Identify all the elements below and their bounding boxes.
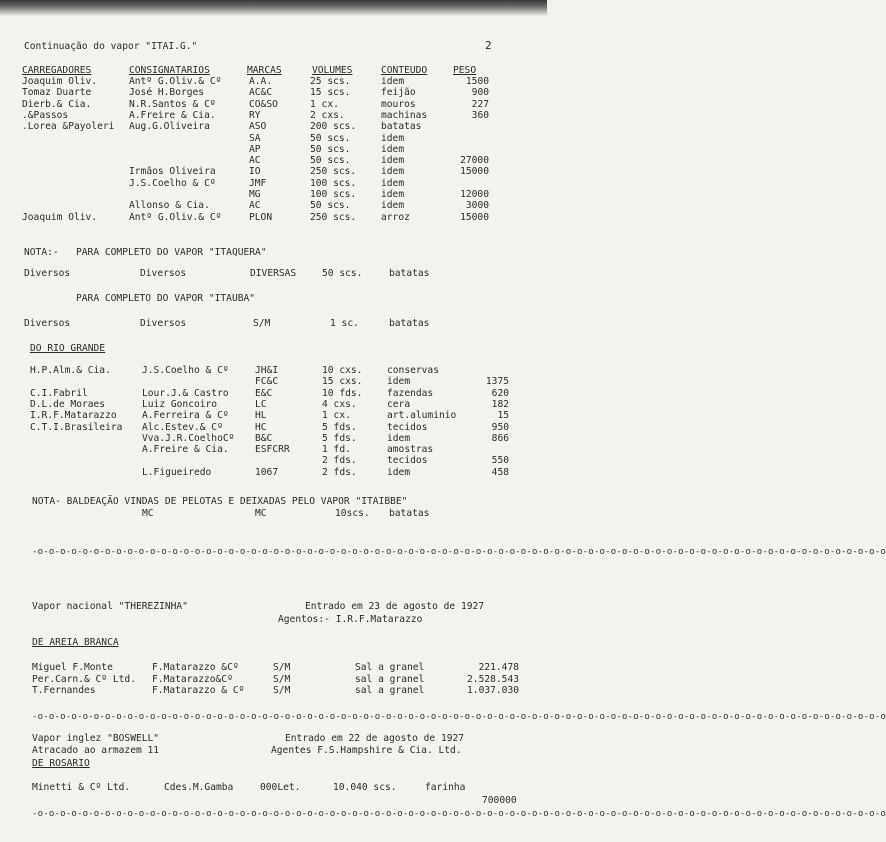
- cell-marca: ESFCRR: [255, 444, 290, 456]
- cell-volume: 50 scs.: [310, 132, 351, 144]
- cell-marca: RY: [249, 109, 261, 121]
- cell-consignatario: Allonso & Cia.: [129, 200, 210, 212]
- cell-peso: 1500: [465, 76, 489, 87]
- cell-marca: S/M: [273, 662, 291, 673]
- cell-conteudo: idem: [381, 189, 405, 200]
- cell-peso: 15000: [460, 211, 489, 223]
- cell-consignatario: L.Figueiredo: [142, 466, 212, 478]
- cell-consignatario: F.Matarazzo &Cº: [152, 662, 239, 673]
- cell-volume: 15 scs.: [310, 87, 351, 99]
- cell-conteudo: arroz: [381, 211, 410, 223]
- cell-volume: 250 scs.: [310, 166, 357, 178]
- cell-conteudo: idem: [381, 177, 405, 189]
- page-heading: Continuação do vapor "ITAI.G.": [24, 41, 198, 52]
- cell-consignatario: Alc.Estev.& Cº: [142, 421, 223, 433]
- cell-conteudo: sal a granel: [355, 685, 425, 697]
- cell-consignatario: Luiz Goncoiro: [142, 398, 218, 410]
- separator-1: -o-o-o-o-o-o-o-o-o-o-o-o-o-o-o-o-o-o-o-o-o-o-o-o-o-o-o-o-o-o-o-o-o-o-o-o-o-o-o-o-o-o-o-o-o-o-o-o-o-o-o-o-o-o-o-o-o-o-o-o-o-o-o-o-o-o-o-o-o-o-o-o-o-o-o-o: [32, 547, 886, 557]
- itaquera-volume: 50 scs.: [322, 268, 363, 279]
- cell-peso: 3000: [465, 200, 489, 212]
- cell-consignatario: F.Matarazzo&Cº: [152, 673, 233, 685]
- cell-volume: 1 cx.: [310, 98, 339, 110]
- itauba-marca: S/M: [253, 318, 271, 329]
- cell-volume: 2 fds.: [322, 466, 357, 478]
- cell-consignatario: J.S.Coelho & Cº: [142, 365, 229, 376]
- cell-consignatario: Vva.J.R.CoelhoCº: [142, 432, 235, 444]
- cell-marca: S/M: [273, 673, 291, 685]
- cell-volume: 2 cxs.: [310, 109, 345, 121]
- cell-marca: HC: [255, 421, 267, 433]
- cell-conteudo: idem: [381, 132, 405, 144]
- col-marcas: MARCAS: [247, 65, 282, 76]
- cell-consignatario: José H.Borges: [129, 87, 205, 99]
- vapor-therezinha: Vapor nacional "THEREZINHA": [32, 601, 188, 612]
- separator-2: -o-o-o-o-o-o-o-o-o-o-o-o-o-o-o-o-o-o-o-o-o-o-o-o-o-o-o-o-o-o-o-o-o-o-o-o-o-o-o-o-o-o-o-o-o-o-o-o-o-o-o-o-o-o-o-o-o-o-o-o-o-o-o-o-o-o-o-o-o-o-o-o-o-o-o-o: [32, 712, 886, 722]
- cell-marca: AP: [249, 143, 261, 155]
- cell-consignatario: J.S.Coelho & Cº: [129, 177, 216, 189]
- cell-marca: S/M: [273, 685, 291, 697]
- cell-conteudo: mouros: [381, 98, 416, 110]
- agentes-therezinha: Agentos:- I.R.F.Matarazzo: [278, 614, 423, 625]
- cell-conteudo: idem: [387, 466, 411, 478]
- cell-carregador: Miguel F.Monte: [32, 662, 113, 673]
- rosario-marca: 000Let.: [260, 782, 301, 793]
- cell-volume: 50 scs.: [310, 155, 351, 167]
- cell-marca: E&C: [255, 387, 273, 399]
- cell-peso: 900: [471, 87, 489, 99]
- cell-volume: 250 scs.: [310, 211, 357, 223]
- cell-peso: 950: [491, 421, 509, 433]
- itaquera-marca: DIVERSAS: [250, 268, 297, 279]
- col-consignatarios: CONSIGNATARIOS: [129, 65, 210, 76]
- cell-peso: 15000: [460, 166, 489, 178]
- atracado-boswell: Atracado ao armazem 11: [32, 745, 160, 756]
- itauba-consignatario: Diversos: [140, 318, 187, 329]
- itauba-carregador: Diversos: [24, 318, 71, 329]
- cell-marca: AC: [249, 200, 261, 212]
- cell-carregador: I.R.F.Matarazzo: [30, 410, 117, 422]
- cell-marca: FC&C: [255, 376, 279, 388]
- cell-peso: 1375: [485, 376, 509, 388]
- scanned-top-edge: [0, 0, 547, 16]
- itaquera-consignatario: Diversos: [140, 268, 187, 279]
- cell-volume: 100 scs.: [310, 189, 357, 200]
- baldeacao-volume: 10scs.: [335, 508, 370, 519]
- rosario-peso: 700000: [482, 795, 517, 806]
- cell-volume: 10 fds.: [322, 387, 363, 399]
- cell-marca: JMF: [249, 177, 267, 189]
- col-carregadores: CARREGADORES: [22, 65, 92, 76]
- cell-peso: 221.478: [478, 662, 519, 673]
- cell-conteudo: machinas: [381, 109, 428, 121]
- nota-itaquera: PARA COMPLETO DO VAPOR "ITAQUERA": [76, 247, 267, 258]
- cell-peso: 550: [491, 455, 509, 467]
- cell-consignatario: Lour.J.& Castro: [142, 387, 229, 399]
- cell-volume: 1 cx.: [322, 410, 351, 422]
- cell-marca: IO: [249, 166, 261, 178]
- cell-marca: A.A.: [249, 76, 273, 87]
- section-rio-grande: DO RIO GRANDE: [30, 343, 106, 354]
- cell-consignatario: Antº G.Oliv.& Cº: [129, 211, 222, 223]
- baldeacao-marca-2: MC: [255, 508, 267, 519]
- cell-marca: CO&SO: [249, 98, 278, 110]
- cell-conteudo: Sal a granel: [355, 662, 425, 673]
- col-peso: PESO: [453, 65, 477, 76]
- cell-carregador: Joaquim Oliv.: [22, 76, 98, 87]
- cell-consignatario: Aug.G.Oliveira: [129, 121, 210, 133]
- cell-volume: 25 scs.: [310, 76, 351, 87]
- cell-peso: 2.528.543: [467, 673, 519, 685]
- cell-conteudo: idem: [387, 432, 411, 444]
- cell-marca: LC: [255, 398, 267, 410]
- cell-peso: 15: [497, 410, 509, 422]
- cell-conteudo: idem: [381, 155, 405, 167]
- entrada-boswell: Entrado em 22 de agosto de 1927: [285, 733, 465, 744]
- col-volumes: VOLUMES: [312, 65, 353, 76]
- cell-consignatario: N.R.Santos & Cº: [129, 98, 216, 110]
- cell-volume: 4 cxs.: [322, 398, 357, 410]
- itauba-conteudo: batatas: [389, 318, 430, 329]
- cell-marca: AC: [249, 155, 261, 167]
- cell-volume: 200 scs.: [310, 121, 357, 133]
- cell-conteudo: idem: [381, 166, 405, 178]
- cell-volume: 5 fds.: [322, 432, 357, 444]
- cell-marca: SA: [249, 132, 261, 144]
- cell-volume: 50 scs.: [310, 143, 351, 155]
- cell-peso: 360: [471, 109, 489, 121]
- cell-conteudo: idem: [381, 143, 405, 155]
- section-rosario: DE ROSARIO: [32, 758, 90, 769]
- rosario-volume: 10.040 scs.: [333, 782, 397, 793]
- cell-volume: 50 scs.: [310, 200, 351, 212]
- rosario-conteudo: farinha: [425, 782, 466, 793]
- cell-peso: 1.037.030: [467, 685, 519, 697]
- cell-carregador: .&Passos: [22, 109, 69, 121]
- cell-carregador: H.P.Alm.& Cia.: [30, 365, 111, 376]
- cell-conteudo: feijão: [381, 87, 416, 99]
- cell-volume: 1 fd.: [322, 444, 351, 456]
- agentes-boswell: Agentes F.S.Hampshire & Cia. Ltd.: [271, 745, 462, 756]
- cell-peso: 458: [491, 466, 509, 478]
- cell-consignatario: Antº G.Oliv.& Cº: [129, 76, 222, 87]
- cell-conteudo: sal a granel: [355, 673, 425, 685]
- nota-label: NOTA:-: [24, 247, 59, 258]
- cell-consignatario: Irmãos Oliveira: [129, 166, 216, 178]
- baldeacao-marca-1: MC: [142, 508, 154, 519]
- cell-marca: AC&C: [249, 87, 273, 99]
- itaquera-conteudo: batatas: [389, 268, 430, 279]
- rosario-carregador: Minetti & Cº Ltd.: [32, 782, 131, 793]
- rosario-consignatario: Cdes.M.Gamba: [164, 782, 234, 793]
- cell-carregador: C.I.Fabril: [30, 387, 88, 399]
- cell-peso: 27000: [460, 155, 489, 167]
- nota-baldeacao: NOTA- BALDEAÇÃO VINDAS DE PELOTAS E DEIXADAS PELO VAPOR "ITAIBBE": [32, 496, 408, 507]
- cell-volume: 5 fds.: [322, 421, 357, 433]
- cell-conteudo: idem: [381, 76, 405, 87]
- cell-peso: 866: [491, 432, 509, 444]
- cell-conteudo: tecidos: [387, 421, 428, 433]
- cell-volume: 10 cxs.: [322, 365, 363, 376]
- separator-3: -o-o-o-o-o-o-o-o-o-o-o-o-o-o-o-o-o-o-o-o-o-o-o-o-o-o-o-o-o-o-o-o-o-o-o-o-o-o-o-o-o-o-o-o-o-o-o-o-o-o-o-o-o-o-o-o-o-o-o-o-o-o-o-o-o-o-o-o-o-o-o-o-o-o-o-o: [32, 809, 886, 819]
- cell-carregador: Joaquim Oliv.: [22, 211, 98, 223]
- cell-consignatario: A.Ferreira & Cº: [142, 410, 229, 422]
- cell-marca: B&C: [255, 432, 273, 444]
- cell-carregador: Per.Carn.& Cº Ltd.: [32, 673, 136, 685]
- section-areia-branca: DE AREIA BRANCA: [32, 637, 119, 648]
- nota-itauba: PARA COMPLETO DO VAPOR "ITAUBA": [76, 293, 256, 304]
- cell-peso: 620: [491, 387, 509, 399]
- cell-carregador: Tomaz Duarte: [22, 87, 92, 99]
- cell-carregador: C.T.I.Brasileira: [30, 421, 123, 433]
- cell-conteudo: fazendas: [387, 387, 434, 399]
- cell-peso: 182: [491, 398, 509, 410]
- cell-conteudo: idem: [381, 200, 405, 212]
- cell-marca: ASO: [249, 121, 267, 133]
- cell-marca: JH&I: [255, 365, 279, 376]
- cell-carregador: T.Fernandes: [32, 685, 96, 697]
- cell-marca: MG: [249, 189, 261, 200]
- cell-carregador: .Lorea &Payoleri: [22, 121, 115, 133]
- cell-conteudo: batatas: [381, 121, 422, 133]
- cell-volume: 100 scs.: [310, 177, 357, 189]
- cell-conteudo: idem: [387, 376, 411, 388]
- cell-conteudo: tecidos: [387, 455, 428, 467]
- baldeacao-conteudo: batatas: [389, 508, 430, 519]
- cell-conteudo: amostras: [387, 444, 434, 456]
- col-conteudo: CONTEUDO: [381, 65, 428, 76]
- cell-carregador: D.L.de Moraes: [30, 398, 106, 410]
- cell-peso: 12000: [460, 189, 489, 200]
- cell-conteudo: cera: [387, 398, 411, 410]
- cell-consignatario: A.Freire & Cia.: [142, 444, 229, 456]
- vapor-boswell: Vapor inglez "BOSWELL": [32, 733, 160, 744]
- cell-marca: PLON: [249, 211, 273, 223]
- itaquera-carregador: Diversos: [24, 268, 71, 279]
- page-number: 2: [485, 39, 492, 52]
- cell-volume: 2 fds.: [322, 455, 357, 467]
- cell-carregador: Dierb.& Cia.: [22, 98, 92, 110]
- cell-consignatario: F.Matarazzo & Cº: [152, 685, 245, 697]
- cell-peso: 227: [471, 98, 489, 110]
- itauba-volume: 1 sc.: [330, 318, 359, 329]
- cell-conteudo: art.aluminio: [387, 410, 457, 422]
- entrada-therezinha: Entrado em 23 de agosto de 1927: [305, 601, 485, 612]
- cell-conteudo: conservas: [387, 365, 439, 376]
- cell-volume: 15 cxs.: [322, 376, 363, 388]
- cell-marca: 1067: [255, 466, 279, 478]
- cell-consignatario: A.Freire & Cia.: [129, 109, 216, 121]
- cell-marca: HL: [255, 410, 267, 422]
